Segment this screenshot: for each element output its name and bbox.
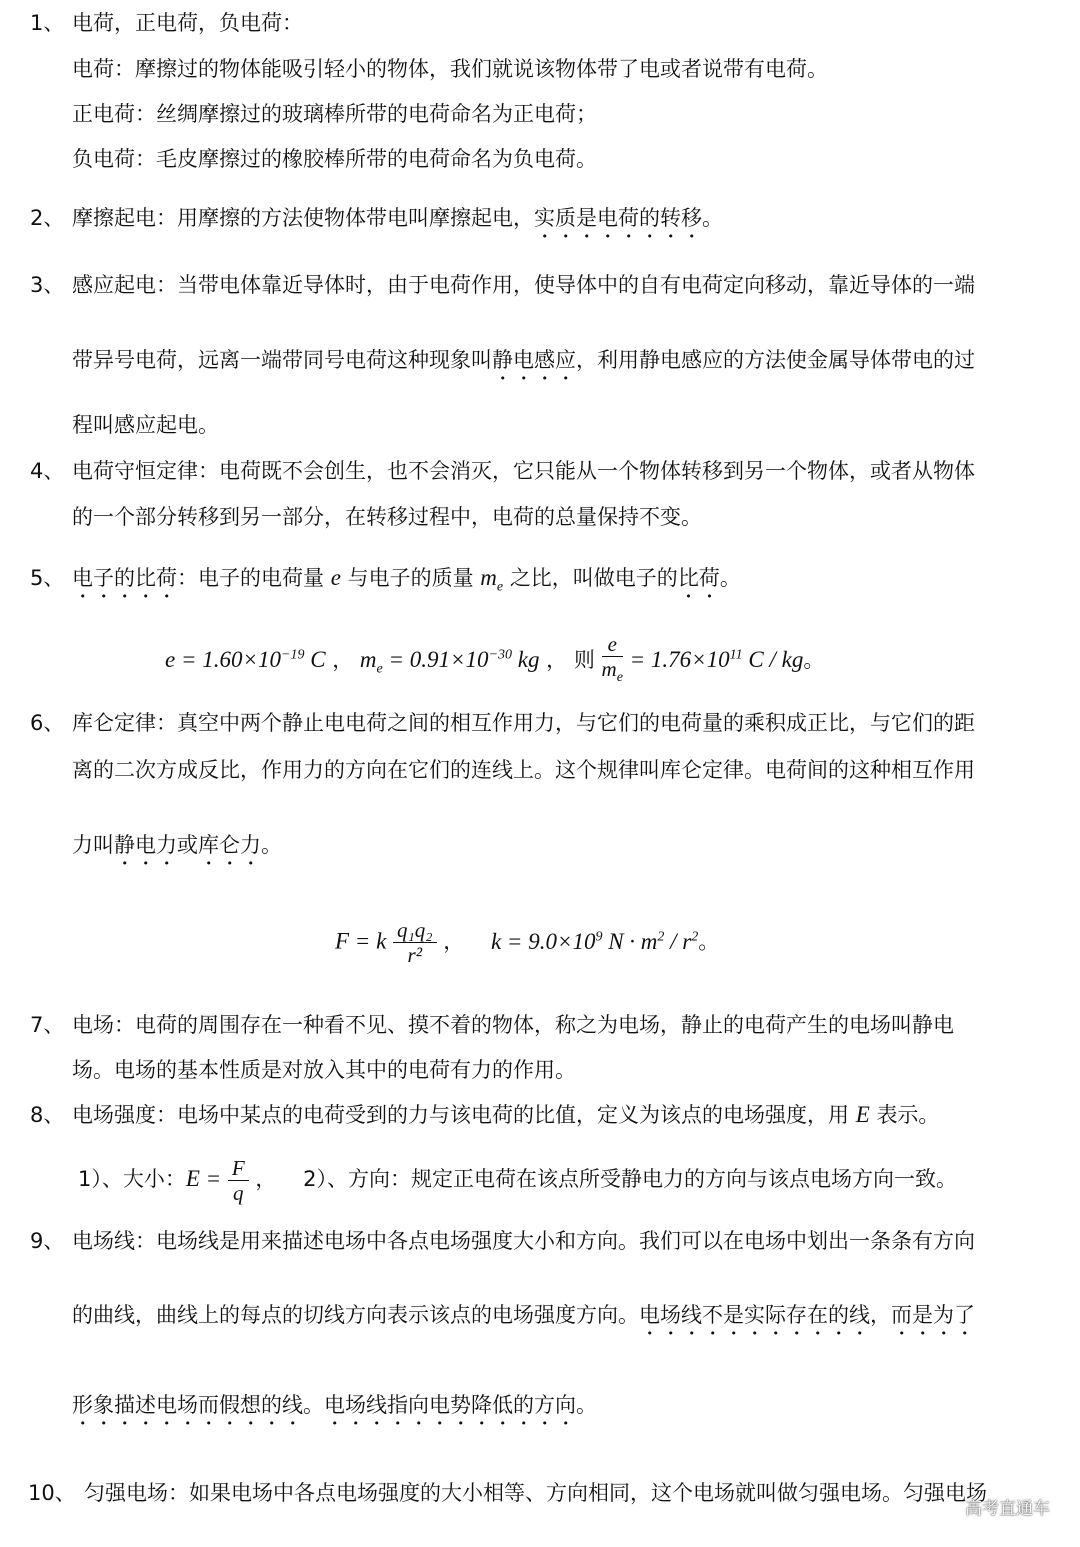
fraction (393, 918, 437, 967)
definition-line: 电荷：摩擦过的物体能吸引轻小的物体，我们就说该物体带了电或者说带有电荷。 (72, 57, 828, 81)
item-number: 10、 (28, 1481, 76, 1505)
fraction-bottom: m (601, 657, 617, 681)
emphasized-text: 形象描述电场而假想的线。电场线指向电势降低的方向 (72, 1393, 576, 1417)
item-text (72, 1390, 597, 1430)
fraction-top: e (602, 632, 623, 657)
item-number: 5、 (30, 566, 65, 590)
item-text (72, 1300, 975, 1340)
item-heading: 电荷，正电荷，负电荷： (72, 11, 303, 35)
fraction-bottom: r² (407, 943, 422, 967)
item-text (72, 1100, 939, 1130)
formula-part: e = 1.60×10 (165, 647, 281, 673)
formula-part: F = k (335, 928, 387, 954)
formula-sep: 。 (803, 648, 825, 673)
electron-formula (165, 632, 824, 690)
item-number: 4、 (30, 459, 65, 483)
fraction (228, 1156, 249, 1205)
item-number: 7、 (30, 1013, 65, 1037)
item-text: 电场线：电场线是用来描述电场中各点电场强度大小和方向。我们可以在电场中划出一条条有方向 (72, 1229, 975, 1253)
math-symbol: m (480, 565, 497, 590)
text-run: 1）、大小： (78, 1167, 186, 1191)
text-run: 的曲线，曲线上的每点的切线方向表示该点的电场强度方向。 (72, 1303, 639, 1327)
text-run: 2）、方向：规定正电荷在该点所受静电力的方向与该点电场方向一致。 (303, 1167, 957, 1191)
text-run: 之比，叫做电子的 (509, 566, 678, 590)
emphasized-text: 静电感应 (492, 348, 576, 372)
formula-part: k = 9.0×10 (490, 928, 596, 954)
formula-part: C (304, 647, 326, 673)
formula-exp: 9 (595, 928, 603, 944)
formula-part: = 1.76×10 (629, 647, 730, 673)
item-number: 6、 (30, 711, 65, 735)
item-subline (78, 1150, 957, 1208)
text-run: 。 (576, 1393, 597, 1417)
text-run: 带异号电荷，远离一端带同号电荷这种现象叫 (72, 348, 492, 372)
text-run: 。 (719, 566, 741, 590)
definition-line: 负电荷：毛皮摩擦过的橡胶棒所带的电荷命名为负电荷。 (72, 147, 597, 171)
formula-part: E = (185, 1166, 222, 1191)
item-text (84, 1478, 987, 1508)
text-run: 电场强度：电场中某点的电荷受到的力与该电荷的比值，定义为该点的电场强度，用 (72, 1103, 849, 1127)
item-text (72, 830, 282, 870)
text-run: 。 (261, 833, 282, 857)
fraction-top: q₁q₂ (393, 918, 437, 943)
formula-sep: ， (443, 929, 465, 954)
formula-exp: 2 (657, 928, 665, 944)
math-symbol: E (855, 1102, 870, 1127)
fraction-bottom: q (233, 1180, 244, 1205)
item-text: 场。电场的基本性质是对放入其中的电荷有力的作用。 (72, 1058, 576, 1082)
item-text: 的一个部分转移到另一部分，在转移过程中，电荷的总量保持不变。 (72, 505, 702, 529)
formula-sub: e (616, 670, 623, 686)
formula-sub: e (376, 661, 383, 677)
item-number: 8、 (30, 1103, 65, 1127)
item-text: 电场：电荷的周围存在一种看不见、摸不着的物体，称之为电场，静止的电荷产生的电场叫静电 (72, 1013, 954, 1037)
item-text (72, 563, 741, 603)
text-run: ：电子的电荷量 (177, 566, 324, 590)
item-text: 库仑定律：真空中两个静止电电荷之间的相互作用力，与它们的电荷量的乘积成正比，与它们的距 (72, 711, 975, 735)
definition-line: 正电荷：丝绸摩擦过的玻璃棒所带的电荷命名为正电荷； (72, 102, 597, 126)
item-text: 程叫感应起电。 (72, 413, 219, 437)
formula-part: N · m (602, 928, 658, 954)
formula-part: C / kg (742, 647, 804, 673)
text-run: 表示。 (876, 1103, 940, 1127)
formula-sep: ， (332, 648, 354, 673)
math-symbol (480, 565, 504, 595)
text-run: 力叫 (72, 833, 114, 857)
item-number: 9、 (30, 1229, 65, 1253)
formula-exp: 2 (691, 928, 699, 944)
formula-sep: ， 则 (546, 648, 595, 673)
text-run: 摩擦起电：用摩擦的方法使物体带电叫摩擦起电， (72, 206, 534, 230)
math-subscript: e (496, 579, 504, 595)
item-text: 离的二次方成反比，作用力的方向在它们的连线上。这个规律叫库仑定律。电荷间的这种相互作用 (72, 758, 975, 782)
fraction-top: F (228, 1156, 249, 1181)
emphasized-text: 静电力 (114, 833, 177, 857)
text-run: 或 (177, 833, 198, 857)
item-text (72, 345, 975, 385)
formula-part: m (359, 647, 377, 673)
emphasized-text: 比荷 (677, 566, 720, 590)
item-text: 感应起电：当带电体靠近导体时，由于电荷作用，使导体中的自有电荷定向移动，靠近导体的一端 (72, 273, 975, 297)
formula-exp: −19 (281, 647, 305, 663)
emphasized-text: 电场线不是实际存在的线，而是为了 (639, 1303, 975, 1327)
formula-part: = 0.91×10 (382, 647, 489, 673)
text-run: 匀强电场 (903, 1481, 987, 1505)
formula-part: / r (664, 928, 692, 954)
item-text: 电荷守恒定律：电荷既不会创生，也不会消灭，它只能从一个物体转移到另一个物体，或者从物体 (72, 459, 975, 483)
math-symbol: e (330, 565, 341, 590)
item-number: 3、 (30, 273, 65, 297)
emphasized-text: 电子的比荷 (72, 566, 177, 590)
emphasized-text: 实质是电荷的转移 (534, 206, 702, 230)
formula-sep: 。 (698, 929, 720, 954)
text-run: ，利用静电感应的方法使金属导体带电的过 (576, 348, 975, 372)
watermark: 高考直通车 (965, 1499, 1050, 1519)
item-number: 1、 (30, 11, 65, 35)
formula-exp: 11 (729, 647, 743, 663)
fraction (602, 632, 623, 690)
text-run: 。 (702, 206, 723, 230)
item-text (72, 203, 723, 243)
item-number: 2、 (30, 206, 65, 230)
formula-sep: ， (255, 1167, 277, 1191)
emphasized-text: 库仑力 (198, 833, 261, 857)
coulomb-formula (335, 918, 719, 967)
formula-part: kg (512, 647, 540, 673)
text-run: 与电子的质量 (347, 566, 474, 590)
formula-exp: −30 (488, 647, 513, 663)
text-run: 匀强电场：如果电场中各点电场强度的大小相等、方向相同，这个电场就叫做匀强电场。 (84, 1481, 903, 1505)
